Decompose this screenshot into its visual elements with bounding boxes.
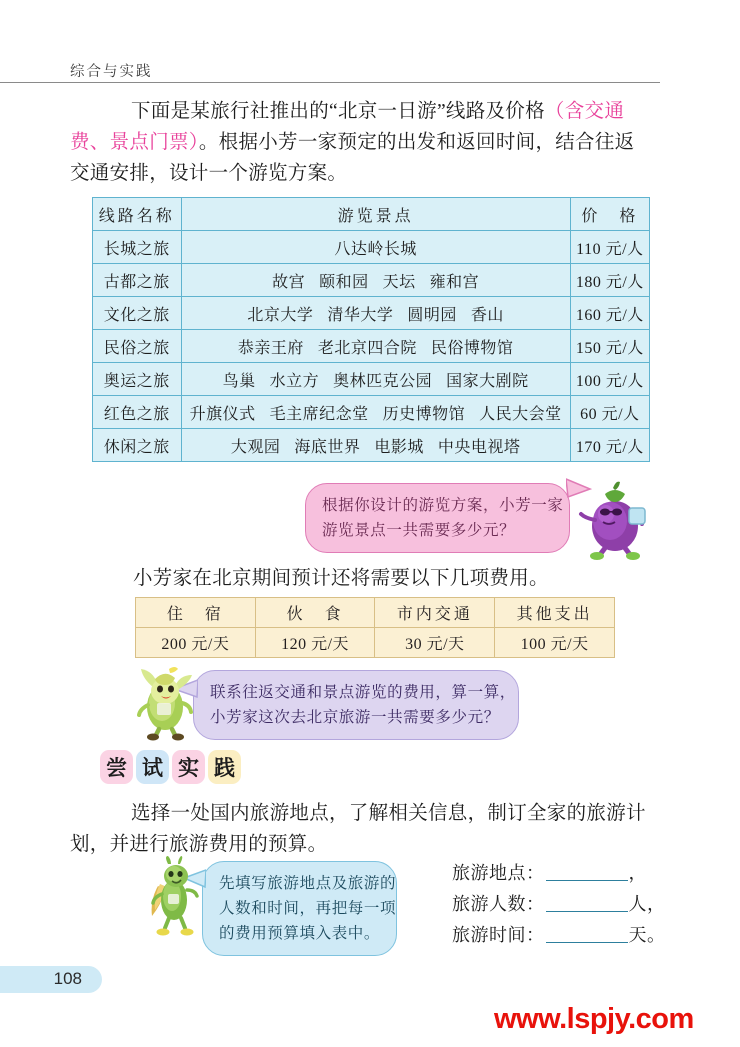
- route-spot: 升旗仪式: [189, 405, 256, 423]
- route-name-cell: 民俗之旅: [93, 330, 182, 363]
- blank-suffix-1: 人，: [628, 894, 666, 914]
- grasshopper-bubble-line-1: 先填写旅游地点及旅游的: [219, 875, 397, 892]
- fill-in-blanks: [452, 858, 666, 951]
- expense-value-cell: 200 元/天: [136, 628, 256, 658]
- eggplant-bubble-line-2: 游览景点一共需要多少元？: [322, 522, 516, 539]
- route-price-cell: 160 元/人: [570, 297, 649, 330]
- corn-character: [135, 665, 197, 741]
- eggplant-bubble-line-1: 根据你设计的游览方案，小芳一家: [322, 497, 564, 514]
- route-spot: 中央电视塔: [437, 438, 521, 456]
- route-spots-cell: [181, 231, 570, 264]
- route-spot: 鸟巢: [222, 372, 256, 390]
- intro-text-a: 下面是某旅行社推出的“北京一日游”线路及价格: [131, 101, 545, 122]
- route-table-header-name: 线路名称: [93, 198, 182, 231]
- eggplant-character: [575, 478, 647, 560]
- intro-text-pink-2: 费、景点门票）: [70, 132, 199, 153]
- running-head-label: 综合与实践: [70, 64, 153, 80]
- route-spots-list: [183, 406, 569, 423]
- blank-row-1: [452, 889, 666, 920]
- try-heading-char-2: 实: [172, 750, 205, 784]
- route-name-cell: 文化之旅: [93, 297, 182, 330]
- route-spot: 历史博物馆: [382, 405, 466, 423]
- route-spots-cell: [181, 363, 570, 396]
- route-spot: 香山: [470, 306, 504, 324]
- intro-line-2: [70, 127, 634, 158]
- route-spot: 奥林匹克公园: [333, 372, 433, 390]
- route-table-row: [93, 231, 650, 264]
- expense-header-cell: 住 宿: [136, 598, 256, 628]
- expense-table: [135, 597, 615, 658]
- route-spot: 电影城: [374, 438, 424, 456]
- corn-speech-bubble: [193, 670, 519, 740]
- route-table-row: [93, 264, 650, 297]
- route-table-row: [93, 396, 650, 429]
- expense-value-cell: 30 元/天: [375, 628, 495, 658]
- blank-suffix-2: 天。: [628, 925, 666, 945]
- running-head-rule: [0, 82, 660, 83]
- grasshopper-speech-bubble: [202, 861, 397, 956]
- blank-input-location[interactable]: [546, 862, 628, 881]
- route-price-cell: 60 元/人: [570, 396, 649, 429]
- try-heading-char-3: 践: [208, 750, 241, 784]
- route-spot: 圆明园: [407, 306, 457, 324]
- route-table-body: [93, 198, 650, 462]
- route-name-cell: 红色之旅: [93, 396, 182, 429]
- route-spots-cell: [181, 396, 570, 429]
- expense-header-cell: 市内交通: [375, 598, 495, 628]
- route-spot: 清华大学: [327, 306, 394, 324]
- route-spot: 老北京四合院: [317, 339, 417, 357]
- grasshopper-bubble-line-2: 人数和时间，再把每一项: [219, 900, 397, 917]
- route-price-cell: 100 元/人: [570, 363, 649, 396]
- route-table-row: [93, 297, 650, 330]
- page-number-badge: [0, 966, 102, 993]
- route-spot: 北京大学: [247, 306, 314, 324]
- expense-header-cell: 伙 食: [255, 598, 375, 628]
- route-spot: 人民大会堂: [479, 405, 562, 423]
- corn-bubble-line-2: 小芳家这次去北京旅游一共需要多少元？: [210, 709, 500, 726]
- route-spot: 天坛: [382, 273, 416, 291]
- expense-header-cell: 其他支出: [495, 598, 615, 628]
- grasshopper-bubble-line-3: 的费用预算填入表中。: [219, 925, 381, 942]
- route-spots-cell: [181, 429, 570, 462]
- route-name-cell: 长城之旅: [93, 231, 182, 264]
- blank-row-0: [452, 858, 666, 889]
- eggplant-speech-bubble: [305, 483, 570, 553]
- route-spot: 国家大剧院: [446, 372, 529, 390]
- blank-suffix-0: ，: [628, 863, 647, 883]
- site-watermark: www.lspjy.com: [494, 1003, 694, 1035]
- route-spots-list: [231, 340, 521, 357]
- route-name-cell: 古都之旅: [93, 264, 182, 297]
- route-spot: 大观园: [230, 438, 281, 456]
- route-spot: 颐和园: [319, 273, 369, 291]
- route-spots-list: [216, 373, 536, 390]
- route-price-cell: 150 元/人: [570, 330, 649, 363]
- blank-row-2: [452, 920, 666, 951]
- intro-line-3: 交通安排，设计一个游览方案。: [70, 163, 348, 184]
- route-spot: 故宫: [272, 273, 306, 291]
- route-spot: 水立方: [269, 372, 320, 390]
- intro-text-b: 。根据小芳一家预定的出发和返回时间，结合往返: [198, 132, 635, 153]
- route-spots-list: [224, 439, 528, 456]
- try-heading-char-1: 试: [136, 750, 169, 784]
- expense-intro-text: 小芳家在北京期间预计还将需要以下几项费用。: [133, 568, 549, 589]
- route-name-cell: 奥运之旅: [93, 363, 182, 396]
- route-spot: 毛主席纪念堂: [269, 405, 369, 423]
- route-spots-list: [327, 241, 424, 258]
- route-spots-cell: [181, 330, 570, 363]
- route-price-cell: 180 元/人: [570, 264, 649, 297]
- route-spots-cell: [181, 264, 570, 297]
- expense-value-cell: 120 元/天: [255, 628, 375, 658]
- blank-label-0: 旅游地点：: [452, 863, 545, 883]
- route-table-row: [93, 429, 650, 462]
- intro-line-1: [131, 96, 624, 127]
- expense-table-body: [136, 598, 615, 658]
- route-spot: 八达岭长城: [334, 240, 417, 258]
- route-name-cell: 休闲之旅: [93, 429, 182, 462]
- intro-text-pink-1: （含交通: [544, 101, 625, 122]
- try-practice-heading: [100, 750, 241, 784]
- route-table-header-row: [93, 198, 650, 231]
- route-spot: 恭亲王府: [237, 339, 304, 357]
- try-heading-char-0: 尝: [100, 750, 133, 784]
- route-spots-list: [265, 274, 486, 291]
- route-spots-list: [240, 307, 511, 324]
- route-table-header-price: 价 格: [570, 198, 649, 231]
- route-table-row: [93, 330, 650, 363]
- route-spot: 民俗博物馆: [430, 339, 514, 357]
- expense-value-cell: 100 元/天: [495, 628, 615, 658]
- blank-input-people[interactable]: [546, 893, 628, 912]
- blank-label-1: 旅游人数：: [452, 894, 545, 914]
- try-paragraph-line-1: 选择一处国内旅游地点，了解相关信息，制订全家的旅游计: [131, 803, 646, 824]
- route-table-row: [93, 363, 650, 396]
- corn-bubble-line-1: 联系往返交通和景点游览的费用，算一算，: [210, 684, 516, 701]
- route-price-cell: 170 元/人: [570, 429, 649, 462]
- grasshopper-character: [146, 856, 206, 938]
- expense-table-value-row: [136, 628, 615, 658]
- blank-input-days[interactable]: [546, 924, 628, 943]
- try-paragraph-line-2: 划，并进行旅游费用的预算。: [70, 834, 328, 855]
- route-spot: 雍和宫: [429, 273, 480, 291]
- route-price-table: [92, 197, 650, 462]
- expense-table-header-row: [136, 598, 615, 628]
- blank-label-2: 旅游时间：: [452, 925, 545, 945]
- route-table-header-spots: 游览景点: [181, 198, 570, 231]
- route-price-cell: 110 元/人: [570, 231, 649, 264]
- route-spot: 海底世界: [294, 438, 361, 456]
- route-spots-cell: [181, 297, 570, 330]
- page-number-text: 108: [53, 969, 82, 988]
